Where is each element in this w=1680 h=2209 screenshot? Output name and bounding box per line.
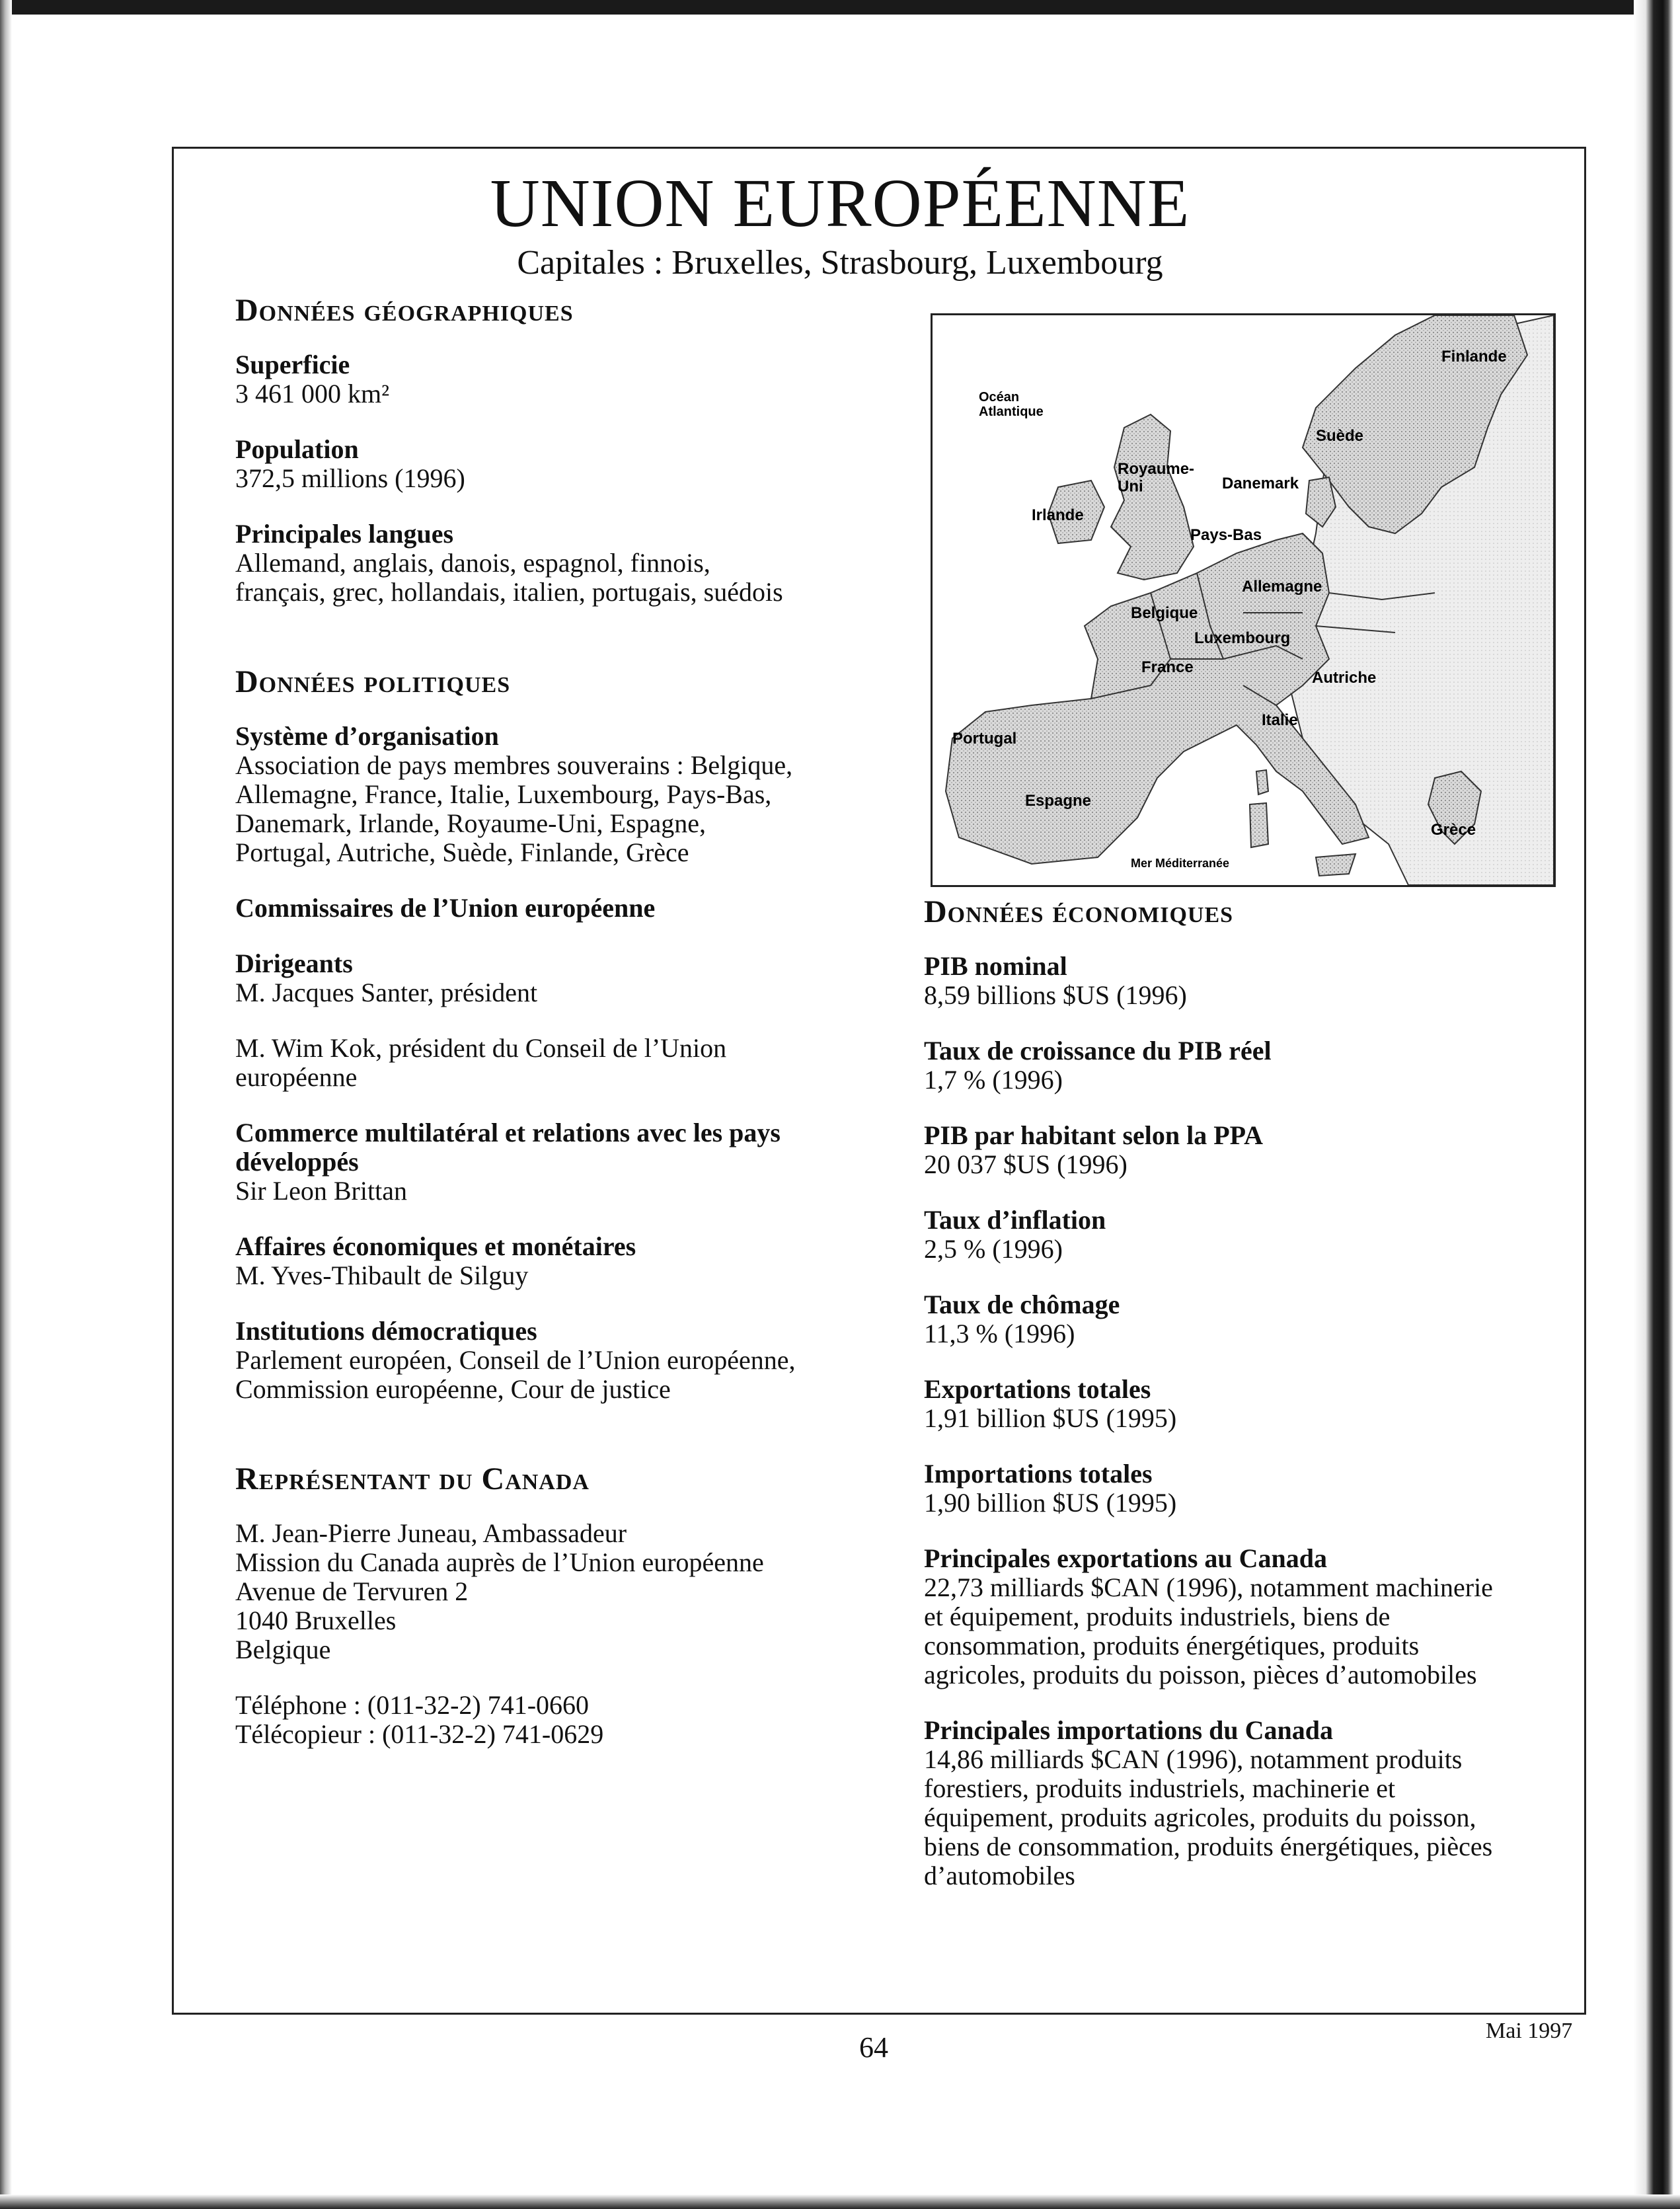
langues-block xyxy=(235,520,896,607)
croissance-block xyxy=(924,1036,1585,1095)
import-ca-block xyxy=(924,1716,1585,1890)
chomage-value: 11,3 % (1996) xyxy=(924,1319,1075,1348)
scan-edge-left xyxy=(0,0,12,2209)
great-britain xyxy=(1111,414,1194,580)
dirigeants-label: Dirigeants xyxy=(235,949,353,978)
pib-label: PIB nominal xyxy=(924,951,1067,981)
export-block xyxy=(924,1375,1585,1433)
sicily xyxy=(1316,854,1355,876)
langues-label: Principales langues xyxy=(235,519,454,549)
import-value: 1,90 billion $US (1995) xyxy=(924,1488,1177,1518)
export-ca-block xyxy=(924,1544,1585,1689)
import-label: Importations totales xyxy=(924,1459,1153,1489)
superficie-label: Superficie xyxy=(235,350,350,379)
croissance-label: Taux de croissance du PIB réel xyxy=(924,1036,1272,1066)
import-ca-label: Principales importations du Canada xyxy=(924,1715,1333,1745)
chomage-block xyxy=(924,1290,1585,1348)
population-value: 372,5 millions (1996) xyxy=(235,463,465,493)
population-block xyxy=(235,435,896,493)
map-label-pays-bas: Pays-Bas xyxy=(1190,526,1262,544)
map-label-luxembourg: Luxembourg xyxy=(1194,629,1291,647)
export-ca-label: Principales exportations au Canada xyxy=(924,1543,1328,1573)
langues-value: Allemand, anglais, danois, espagnol, finnois, français, grec, hollandais, italien, portugais, suédois xyxy=(235,548,783,607)
export-label: Exportations totales xyxy=(924,1374,1151,1404)
croissance-value: 1,7 % (1996) xyxy=(924,1065,1063,1095)
institutions-label: Institutions démocratiques xyxy=(235,1316,537,1346)
map-label-espagne: Espagne xyxy=(1025,792,1092,810)
population-label: Population xyxy=(235,434,359,464)
map-label-italie: Italie xyxy=(1262,711,1298,729)
map-label-autriche: Autriche xyxy=(1312,669,1377,687)
dirigeants-block xyxy=(235,949,896,1007)
dirigeant-2-block xyxy=(235,1034,896,1092)
ppa-block xyxy=(924,1121,1585,1179)
map-label-grece: Grèce xyxy=(1431,821,1476,839)
page-subtitle: Capitales : Bruxelles, Strasbourg, Luxembourg xyxy=(517,244,1163,282)
page-title: UNION EUROPÉENNE xyxy=(490,165,1190,241)
commerce-label: Commerce multilatéral et relations avec les pays développés xyxy=(235,1118,781,1177)
map-label-danemark: Danemark xyxy=(1222,475,1299,492)
pib-block xyxy=(924,952,1585,1010)
map-label-mer: Mer Méditerranée xyxy=(1131,857,1230,870)
dirigeant-2: M. Wim Kok, président du Conseil de l’Union européenne xyxy=(235,1033,727,1092)
inflation-block xyxy=(924,1206,1585,1264)
map-label-finlande: Finlande xyxy=(1441,348,1507,366)
import-ca-value: 14,86 milliards $CAN (1996), notamment produits forestiers, produits industriels, machinerie et équipement, produits agricoles, produits du poisson, biens de consommation, produits énergétiques, pièces d’automobiles xyxy=(924,1744,1493,1890)
ppa-label: PIB par habitant selon la PPA xyxy=(924,1120,1264,1150)
export-ca-value: 22,73 milliards $CAN (1996), notamment machinerie et équipement, produits industriels, biens de consommation, produits énergétiques, produits agricoles, produits du poisson, pièces d’automobiles xyxy=(924,1572,1493,1689)
representant-contact-block xyxy=(235,1691,896,1749)
pib-value: 8,59 billions $US (1996) xyxy=(924,980,1187,1010)
affaires-label: Affaires économiques et monétaires xyxy=(235,1231,636,1261)
right-column xyxy=(924,894,1585,1917)
affaires-value: M. Yves-Thibault de Silguy xyxy=(235,1260,529,1290)
europe-map xyxy=(931,313,1556,887)
institutions-value: Parlement européen, Conseil de l’Union européenne, Commission européenne, Cour de justice xyxy=(235,1345,796,1404)
map-label-belgique: Belgique xyxy=(1131,604,1198,622)
section-heading-geo: Données géographiques xyxy=(235,293,574,328)
institutions-block xyxy=(235,1317,896,1404)
inflation-label: Taux d’inflation xyxy=(924,1205,1106,1235)
map-label-royaume-uni: Royaume-Uni xyxy=(1118,460,1195,496)
ppa-value: 20 037 $US (1996) xyxy=(924,1149,1127,1179)
telephone: Téléphone : (011-32-2) 741-0660 xyxy=(235,1690,590,1720)
import-block xyxy=(924,1459,1585,1518)
scan-edge-bottom xyxy=(0,2194,1680,2209)
commerce-value: Sir Leon Brittan xyxy=(235,1176,407,1206)
affaires-block xyxy=(235,1232,896,1290)
scan-edge-right xyxy=(1634,0,1680,2209)
map-label-ocean: Océan Atlantique xyxy=(979,390,1044,419)
superficie-value: 3 461 000 km² xyxy=(235,379,390,408)
sardinia xyxy=(1250,803,1268,847)
section-heading-eco: Données économiques xyxy=(924,894,1234,929)
chomage-label: Taux de chômage xyxy=(924,1290,1120,1319)
page-number: 64 xyxy=(859,2031,888,2064)
section-heading-politique: Données politiques xyxy=(235,664,511,699)
left-column xyxy=(235,293,896,1775)
europe-map-svg xyxy=(933,315,1554,885)
commissaires-block xyxy=(235,894,896,923)
footer-date: Mai 1997 xyxy=(1486,2019,1573,2043)
commissaires-label: Commissaires de l’Union européenne xyxy=(235,893,656,923)
systeme-block xyxy=(235,722,896,867)
corsica xyxy=(1256,770,1268,794)
map-label-irlande: Irlande xyxy=(1032,506,1084,524)
representant-address-block xyxy=(235,1519,896,1664)
commerce-block xyxy=(235,1118,896,1206)
map-label-suede: Suède xyxy=(1316,427,1364,445)
scan-edge-top xyxy=(0,0,1680,15)
systeme-value: Association de pays membres souverains : Belgique, Allemagne, France, Italie, Luxembourg, Pays-Bas, Danemark, Irlande, Royaume-Uni, Espagne, Portugal, Autriche, Suède, Finlande, Grèce xyxy=(235,750,793,867)
systeme-label: Système d’organisation xyxy=(235,721,499,751)
map-label-allemagne: Allemagne xyxy=(1242,578,1322,596)
map-label-france: France xyxy=(1141,658,1194,676)
dirigeant-1: M. Jacques Santer, président xyxy=(235,978,538,1007)
section-heading-representant: Représentant du Canada xyxy=(235,1461,590,1496)
superficie-block xyxy=(235,350,896,408)
telecopieur: Télécopieur : (011-32-2) 741-0629 xyxy=(235,1719,604,1749)
representant-address: M. Jean-Pierre Juneau, Ambassadeur Mission du Canada auprès de l’Union européenne Avenue de Tervuren 2 1040 Bruxelles Belgique xyxy=(235,1518,764,1664)
inflation-value: 2,5 % (1996) xyxy=(924,1234,1063,1264)
export-value: 1,91 billion $US (1995) xyxy=(924,1403,1177,1433)
map-label-portugal: Portugal xyxy=(952,730,1017,748)
